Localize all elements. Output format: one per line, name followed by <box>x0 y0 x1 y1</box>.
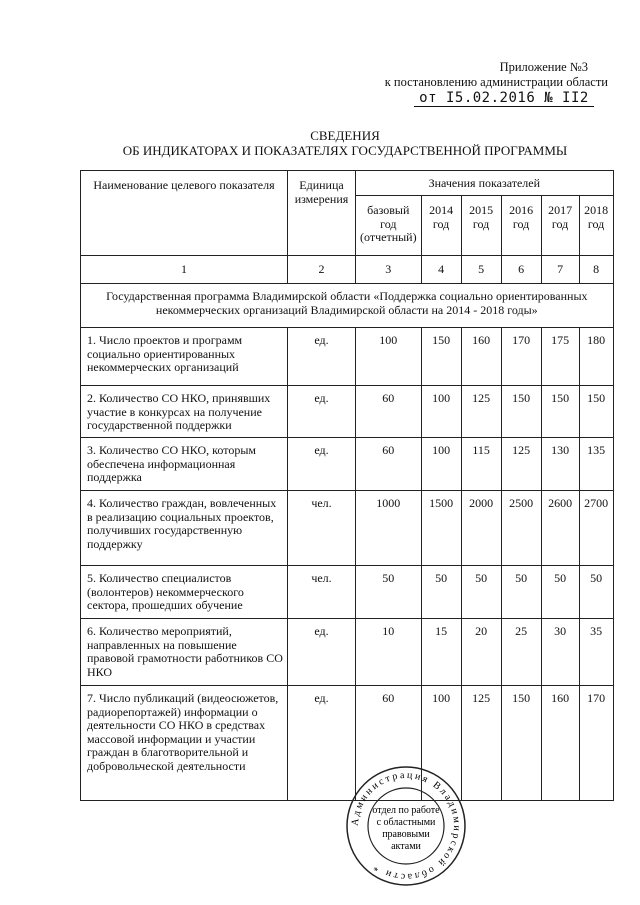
indicator-unit: чел. <box>288 566 356 619</box>
indicator-value: 150 <box>579 386 613 438</box>
indicator-value: 125 <box>461 686 501 801</box>
indicator-name: 5. Количество специалистов (волонтеров) некоммерческого сектора, прошедших обучение <box>81 566 288 619</box>
column-number-row <box>81 256 614 284</box>
indicator-value: 50 <box>579 566 613 619</box>
appendix-reference: к постановлению администрации области <box>384 75 608 89</box>
indicator-value: 115 <box>461 438 501 491</box>
official-stamp <box>345 765 467 887</box>
indicator-value: 160 <box>541 686 579 801</box>
table-row <box>81 619 614 686</box>
column-number: 3 <box>356 256 422 284</box>
indicator-value: 1500 <box>421 491 461 566</box>
indicator-value: 25 <box>501 619 541 686</box>
column-number: 6 <box>501 256 541 284</box>
table-row <box>81 491 614 566</box>
indicator-value: 2700 <box>579 491 613 566</box>
indicator-value: 50 <box>356 566 422 619</box>
header-values: Значения показателей <box>356 171 614 196</box>
indicator-unit: ед. <box>288 328 356 386</box>
indicator-value: 150 <box>501 386 541 438</box>
header-year: 2016 год <box>501 196 541 256</box>
indicator-value: 135 <box>579 438 613 491</box>
appendix-number: Приложение №3 <box>499 60 588 74</box>
svg-text:с областными: с областными <box>376 817 436 828</box>
header-year: 2018 год <box>579 196 613 256</box>
indicator-value: 60 <box>356 438 422 491</box>
indicator-unit: ед. <box>288 438 356 491</box>
indicator-unit: ед. <box>288 686 356 801</box>
indicator-value: 50 <box>541 566 579 619</box>
indicator-value: 10 <box>356 619 422 686</box>
column-number: 7 <box>541 256 579 284</box>
svg-text:Администрация Владимирской обл: Администрация Владимирской области * <box>349 769 463 883</box>
indicator-value: 30 <box>541 619 579 686</box>
indicator-name: 6. Количество мероприятий, направленных на повышение правовой грамотности работников СО НКО <box>81 619 288 686</box>
indicator-value: 160 <box>461 328 501 386</box>
indicators-table <box>80 170 614 801</box>
decree-date-number: от I5.02.2016 № II2 <box>414 90 594 107</box>
column-number: 2 <box>288 256 356 284</box>
appendix-block <box>385 60 608 90</box>
indicator-value: 50 <box>461 566 501 619</box>
indicator-value: 100 <box>356 328 422 386</box>
indicator-value: 130 <box>541 438 579 491</box>
header-year: 2015 год <box>461 196 501 256</box>
column-number: 8 <box>579 256 613 284</box>
indicator-value: 2600 <box>541 491 579 566</box>
indicator-value: 2500 <box>501 491 541 566</box>
indicator-value: 150 <box>501 686 541 801</box>
column-number: 5 <box>461 256 501 284</box>
indicator-name: 1. Число проектов и программ социально ориентированных некоммерческих организаций <box>81 328 288 386</box>
indicator-value: 170 <box>501 328 541 386</box>
table-row <box>81 386 614 438</box>
title-line-1: СВЕДЕНИЯ <box>310 128 380 143</box>
program-title-row: Государственная программа Владимирской области «Поддержка социально ориентированных некоммерческих организаций Владимирской области на 2014 - 2018 годы» <box>81 284 614 328</box>
table-row <box>81 438 614 491</box>
column-number: 1 <box>81 256 288 284</box>
indicator-value: 1000 <box>356 491 422 566</box>
indicator-value: 2000 <box>461 491 501 566</box>
header-name: Наименование целевого показателя <box>81 171 288 256</box>
indicator-name: 3. Количество СО НКО, которым обеспечена информационная поддержка <box>81 438 288 491</box>
indicator-value: 125 <box>501 438 541 491</box>
svg-text:правовыми: правовыми <box>382 829 430 840</box>
indicator-unit: ед. <box>288 386 356 438</box>
indicator-unit: чел. <box>288 491 356 566</box>
header-year: 2017 год <box>541 196 579 256</box>
document-title <box>0 128 640 158</box>
table-row <box>81 328 614 386</box>
header-year: 2014 год <box>421 196 461 256</box>
indicator-value: 50 <box>421 566 461 619</box>
table-row <box>81 566 614 619</box>
svg-text:отдел по работе: отдел по работе <box>372 805 440 816</box>
indicator-value: 100 <box>421 438 461 491</box>
header-base-year: базовый год (отчетный) <box>356 196 422 256</box>
indicator-value: 60 <box>356 686 422 801</box>
indicator-value: 150 <box>541 386 579 438</box>
indicator-name: 7. Число публикаций (видеосюжетов, радиорепортажей) информации о деятельности СО НКО в средствах массовой информации и участии граждан в благотворительной и добровольческой деятельности <box>81 686 288 801</box>
indicator-name: 4. Количество граждан, вовлеченных в реализацию социальных проектов, получивших государственную поддержку <box>81 491 288 566</box>
indicator-value: 150 <box>421 328 461 386</box>
indicator-value: 125 <box>461 386 501 438</box>
indicator-value: 180 <box>579 328 613 386</box>
indicator-value: 50 <box>501 566 541 619</box>
indicator-name: 2. Количество СО НКО, принявших участие в конкурсах на получение государственной поддержки <box>81 386 288 438</box>
indicator-value: 20 <box>461 619 501 686</box>
indicator-value: 60 <box>356 386 422 438</box>
indicator-value: 170 <box>579 686 613 801</box>
indicator-value: 15 <box>421 619 461 686</box>
indicator-value: 35 <box>579 619 613 686</box>
indicator-value: 100 <box>421 686 461 801</box>
svg-text:актами: актами <box>391 841 421 852</box>
title-line-2: ОБ ИНДИКАТОРАХ И ПОКАЗАТЕЛЯХ ГОСУДАРСТВЕННОЙ ПРОГРАММЫ <box>122 143 568 158</box>
indicator-unit: ед. <box>288 619 356 686</box>
header-unit: Единица измерения <box>288 171 356 256</box>
indicator-value: 175 <box>541 328 579 386</box>
column-number: 4 <box>421 256 461 284</box>
indicator-value: 100 <box>421 386 461 438</box>
